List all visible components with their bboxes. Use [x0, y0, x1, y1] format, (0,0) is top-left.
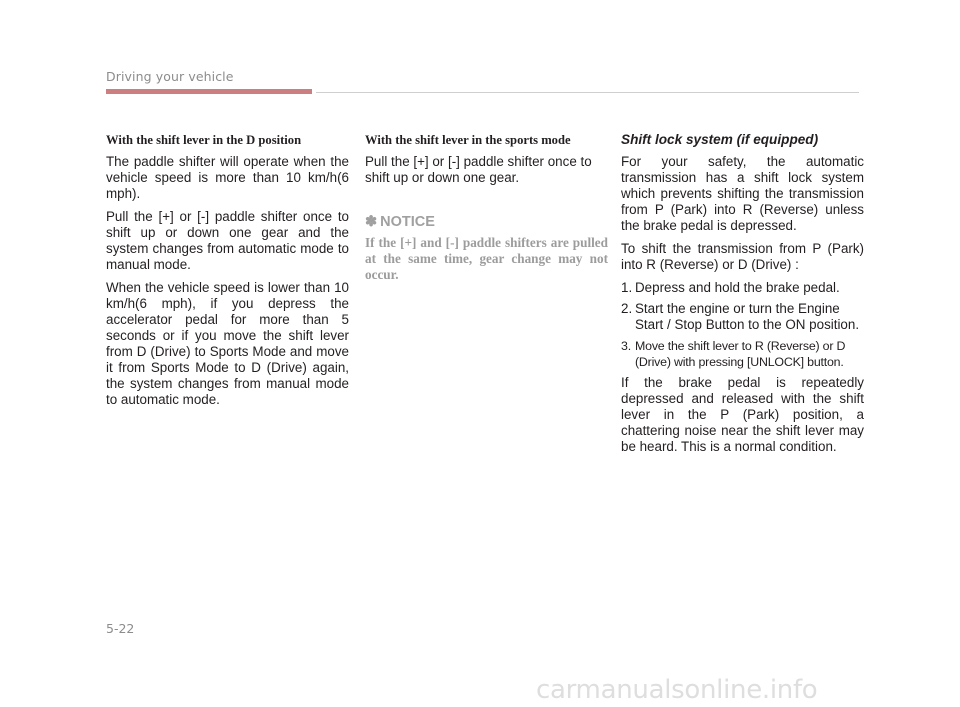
paragraph: Pull the [+] or [-] paddle shifter once to shift up or down one gear. [365, 154, 592, 185]
step-text: Start the engine or turn the Engine Start / Stop Button to the ON position. [635, 301, 860, 332]
paragraph: To shift the transmission from P (Park) into R (Reverse) or D (Drive) : [621, 241, 864, 272]
step-number: 2. [621, 301, 633, 316]
notice-text: If the [+] and [-] paddle shifters are pulled at the same time, gear change may not occur. [365, 235, 608, 282]
section-title: Driving your vehicle [106, 69, 234, 84]
paragraph: For your safety, the automatic transmission has a shift lock system which prevents shifting the transmission from P (Park) into R (Reverse) unless the brake pedal is depressed. [621, 154, 864, 233]
step-number: 1. [621, 280, 633, 295]
paragraph: When the vehicle speed is lower than 10 km/h(6 mph), if you depress the accelerator pedal for more than 5 seconds or if you move the shift lever from D (Drive) to Sports Mode and move it from Sports Mode to D (Drive) again, the system changes from manual mode to automatic mode. [106, 280, 349, 407]
step-text: Depress and hold the brake pedal. [635, 280, 840, 295]
heading-d-position: With the shift lever in the D position [106, 133, 302, 147]
heading-sports-mode: With the shift lever in the sports mode [365, 133, 571, 147]
watermark: carmanualsonline.info [536, 675, 818, 705]
header-accent-rule [106, 89, 312, 94]
column-left [106, 132, 349, 415]
column-right [621, 132, 864, 462]
step-text: Move the shift lever to R (Reverse) or D (Drive) with pressing [UNLOCK] button. [635, 339, 846, 369]
notice-heading [365, 214, 608, 231]
paragraph: If the brake pedal is repeatedly depressed and released with the shift lever in the P (Park) position, a chattering noise near the shift lever may be heard. This is a normal condition. [621, 375, 864, 454]
step-number: 3. [621, 339, 631, 353]
paragraph: Pull the [+] or [-] paddle shifter once to shift up or down one gear and the system changes from automatic mode to manual mode. [106, 209, 349, 272]
list-item [621, 338, 864, 370]
page-number: 5-22 [106, 621, 135, 636]
heading-shift-lock: Shift lock system (if equipped) [621, 132, 819, 147]
notice-title: NOTICE [380, 214, 435, 230]
list-item [621, 301, 864, 333]
paragraph: The paddle shifter will operate when the vehicle speed is more than 10 km/h(6 mph). [106, 154, 349, 201]
header-divider [316, 92, 859, 93]
notice-mark-icon: ✽ [365, 214, 378, 230]
column-middle [365, 132, 608, 283]
steps-list [621, 280, 864, 370]
list-item [621, 280, 864, 296]
